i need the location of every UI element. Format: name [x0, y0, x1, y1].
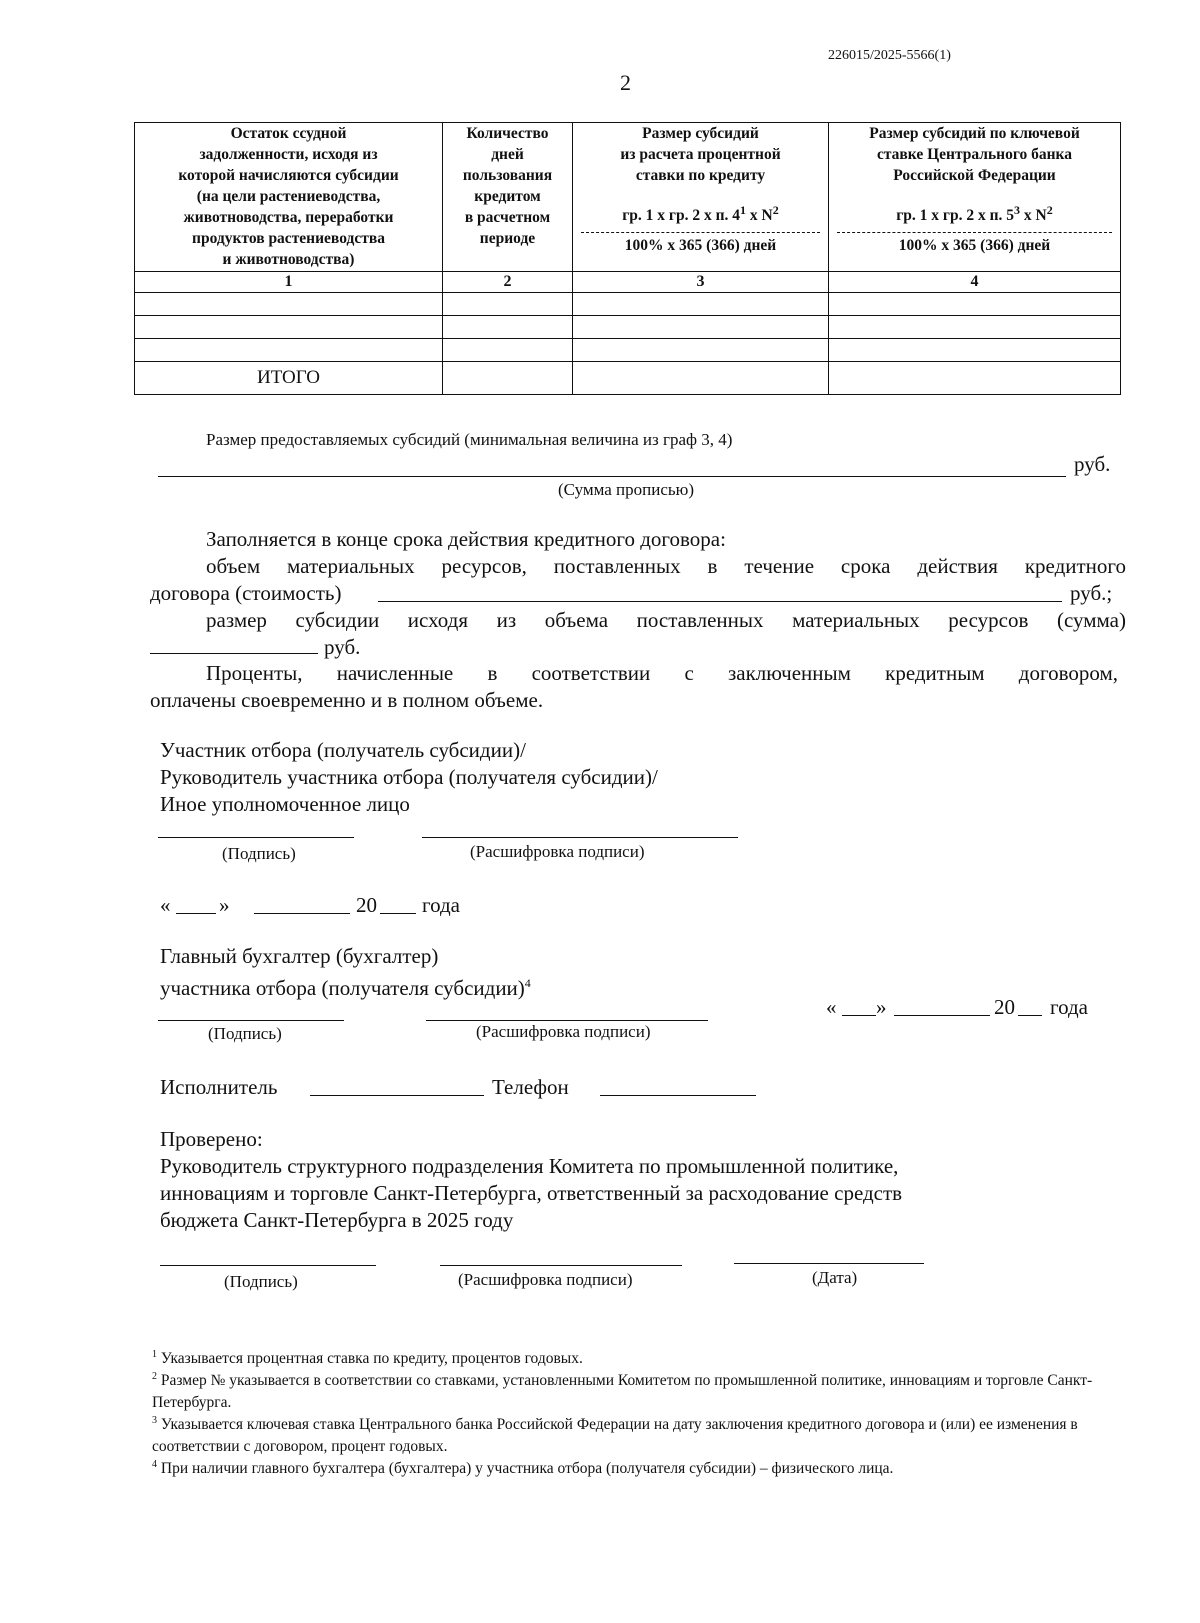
participant-signature-field[interactable]: [158, 837, 354, 838]
date-year-prefix: 20: [356, 893, 377, 917]
signature-caption: (Подпись): [222, 844, 296, 863]
executor-label: Исполнитель: [160, 1075, 278, 1099]
decoding-caption: (Расшифровка подписи): [470, 842, 645, 861]
table-cell[interactable]: [829, 362, 1121, 395]
table-cell[interactable]: [829, 316, 1121, 339]
volume-text-line1: объем материальных ресурсов, поставленных в течение срока действия кредитного: [206, 554, 1126, 578]
checked-date-field[interactable]: [734, 1263, 924, 1264]
footnote: $^4$ При наличии главного бухгалтера (бухгалтера) у участника отбора (получателя субсидии) – физического лица.: [152, 1459, 894, 1478]
checked-label: Проверено:: [160, 1127, 263, 1151]
col4-header: Размер субсидий по ключевой ставке Центрального банка Российской Федерации гр. 1 х гр. 2 х п. $5^3$ х $N^2$ 100% х 365 (366) дней: [829, 123, 1121, 272]
end-of-term-intro: Заполняется в конце срока действия кредитного договора:: [206, 527, 726, 551]
signature-caption: (Подпись): [208, 1024, 282, 1043]
accountant-date-day-field[interactable]: [842, 1015, 876, 1016]
decoding-caption: (Расшифровка подписи): [458, 1270, 633, 1289]
date-close-quote: »: [876, 995, 887, 1019]
volume-currency: руб.;: [1070, 581, 1113, 605]
participant-date-month-field[interactable]: [254, 913, 350, 914]
table-cell[interactable]: [573, 362, 829, 395]
checked-line3: бюджета Санкт-Петербурга в 2025 году: [160, 1208, 514, 1232]
table-row: [135, 339, 1121, 362]
table-cell[interactable]: [443, 293, 573, 316]
col3-header: Размер субсидий из расчета процентной ставки по кредиту гр. 1 х гр. 2 х п. $4^1$ х $N^2$ 100% х 365 (366) дней: [573, 123, 829, 272]
participant-date-day-field[interactable]: [176, 913, 216, 914]
checked-line1: Руководитель структурного подразделения Комитета по промышленной политике,: [160, 1154, 899, 1178]
subsidy-currency: руб.: [1074, 452, 1111, 476]
participant-decoding-field[interactable]: [422, 837, 738, 838]
total-label: ИТОГО: [135, 362, 443, 395]
col-number: 2: [443, 272, 573, 293]
checked-signature-field[interactable]: [160, 1265, 376, 1266]
table-cell[interactable]: [573, 293, 829, 316]
table-cell[interactable]: [829, 293, 1121, 316]
subsidy-volume-field[interactable]: [150, 653, 318, 654]
table-cell[interactable]: [443, 339, 573, 362]
page-number: 2: [620, 70, 631, 95]
footnote: $^2$ Размер № указывается в соответствии со ставками, установленными Комитетом по промышленной политике, инновациям и торговле Санкт-Петербурга.: [152, 1371, 1093, 1412]
col1-header: Остаток ссудной задолженности, исходя из которой начисляются субсидии (на цели растениеводства, животноводства, переработки продуктов растениеводства и животноводства): [135, 123, 443, 272]
col-number: 1: [135, 272, 443, 293]
col4-denominator: 100% х 365 (366) дней: [898, 237, 1051, 255]
signature-caption: (Подпись): [224, 1272, 298, 1291]
table-cell[interactable]: [135, 316, 443, 339]
date-year-word: года: [1050, 995, 1088, 1019]
amount-in-words-caption: (Сумма прописью): [558, 480, 694, 499]
table-cell[interactable]: [135, 339, 443, 362]
volume-cost-field[interactable]: [378, 601, 1062, 602]
col-number: 4: [829, 272, 1121, 293]
subsidy-table: [134, 122, 1121, 395]
fraction-line: [837, 232, 1112, 233]
subsidy-amount-field[interactable]: [158, 476, 1066, 477]
phone-label: Телефон: [492, 1075, 569, 1099]
col3-denominator: 100% х 365 (366) дней: [624, 237, 777, 255]
interest-text-line2: оплачены своевременно и в полном объеме.: [150, 688, 544, 712]
accountant-role-line1: Главный бухгалтер (бухгалтер): [160, 944, 439, 968]
footnote: $^3$ Указывается ключевая ставка Центрального банка Российской Федерации на дату заключения кредитного договора и (или) ее изменения в соответствии с договором, процент годовых.: [152, 1415, 1078, 1456]
table-row: [135, 293, 1121, 316]
table-cell[interactable]: [443, 316, 573, 339]
accountant-signature-field[interactable]: [158, 1020, 344, 1021]
accountant-role-line2: участника отбора (получателя субсидии)$^4$: [160, 976, 531, 1000]
footnote: $^1$ Указывается процентная ставка по кредиту, процентов годовых.: [152, 1349, 583, 1368]
col2-header: Количество дней пользования кредитом в расчетном периоде: [443, 123, 573, 272]
date-close-quote: »: [219, 893, 230, 917]
table-cell[interactable]: [443, 362, 573, 395]
document-number: 226015/2025-5566(1): [828, 48, 951, 63]
accountant-decoding-field[interactable]: [426, 1020, 708, 1021]
executor-field[interactable]: [310, 1095, 484, 1096]
date-open-quote: «: [160, 893, 171, 917]
checked-line2: инновациям и торговле Санкт-Петербурга, ответственный за расходование средств: [160, 1181, 903, 1205]
table-cell[interactable]: [135, 293, 443, 316]
col-number: 3: [573, 272, 829, 293]
column-number-row: [135, 272, 1121, 293]
subsidy-volume-text: размер субсидии исходя из объема поставленных материальных ресурсов (сумма): [206, 608, 1126, 632]
table-cell[interactable]: [573, 316, 829, 339]
date-open-quote: «: [826, 995, 837, 1019]
subsidy-volume-currency: руб.: [324, 635, 361, 659]
volume-text-line2: договора (стоимость): [150, 581, 342, 605]
table-cell[interactable]: [573, 339, 829, 362]
participant-role-line1: Участник отбора (получатель субсидии)/: [160, 738, 526, 762]
col4-formula: гр. 1 х гр. 2 х п. $5^3$ х $N^2$: [896, 203, 1053, 225]
accountant-date-month-field[interactable]: [894, 1015, 990, 1016]
col3-formula: гр. 1 х гр. 2 х п. $4^1$ х $N^2$: [622, 203, 779, 225]
subsidy-size-label: Размер предоставляемых субсидий (минимальная величина из граф 3, 4): [206, 430, 733, 449]
participant-date-year-field[interactable]: [380, 913, 416, 914]
date-year-prefix: 20: [994, 995, 1015, 1019]
date-caption: (Дата): [812, 1268, 858, 1287]
table-header-row: [135, 123, 1121, 272]
fraction-line: [581, 232, 820, 233]
participant-role-line3: Иное уполномоченное лицо: [160, 792, 410, 816]
phone-field[interactable]: [600, 1095, 756, 1096]
table-row: [135, 316, 1121, 339]
accountant-date-year-field[interactable]: [1018, 1015, 1042, 1016]
participant-role-line2: Руководитель участника отбора (получателя субсидии)/: [160, 765, 658, 789]
date-year-word: года: [422, 893, 460, 917]
checked-decoding-field[interactable]: [440, 1265, 682, 1266]
interest-text-line1: Проценты, начисленные в соответствии с заключенным кредитным договором,: [206, 661, 1118, 685]
table-cell[interactable]: [829, 339, 1121, 362]
decoding-caption: (Расшифровка подписи): [476, 1022, 651, 1041]
total-row: [135, 362, 1121, 395]
